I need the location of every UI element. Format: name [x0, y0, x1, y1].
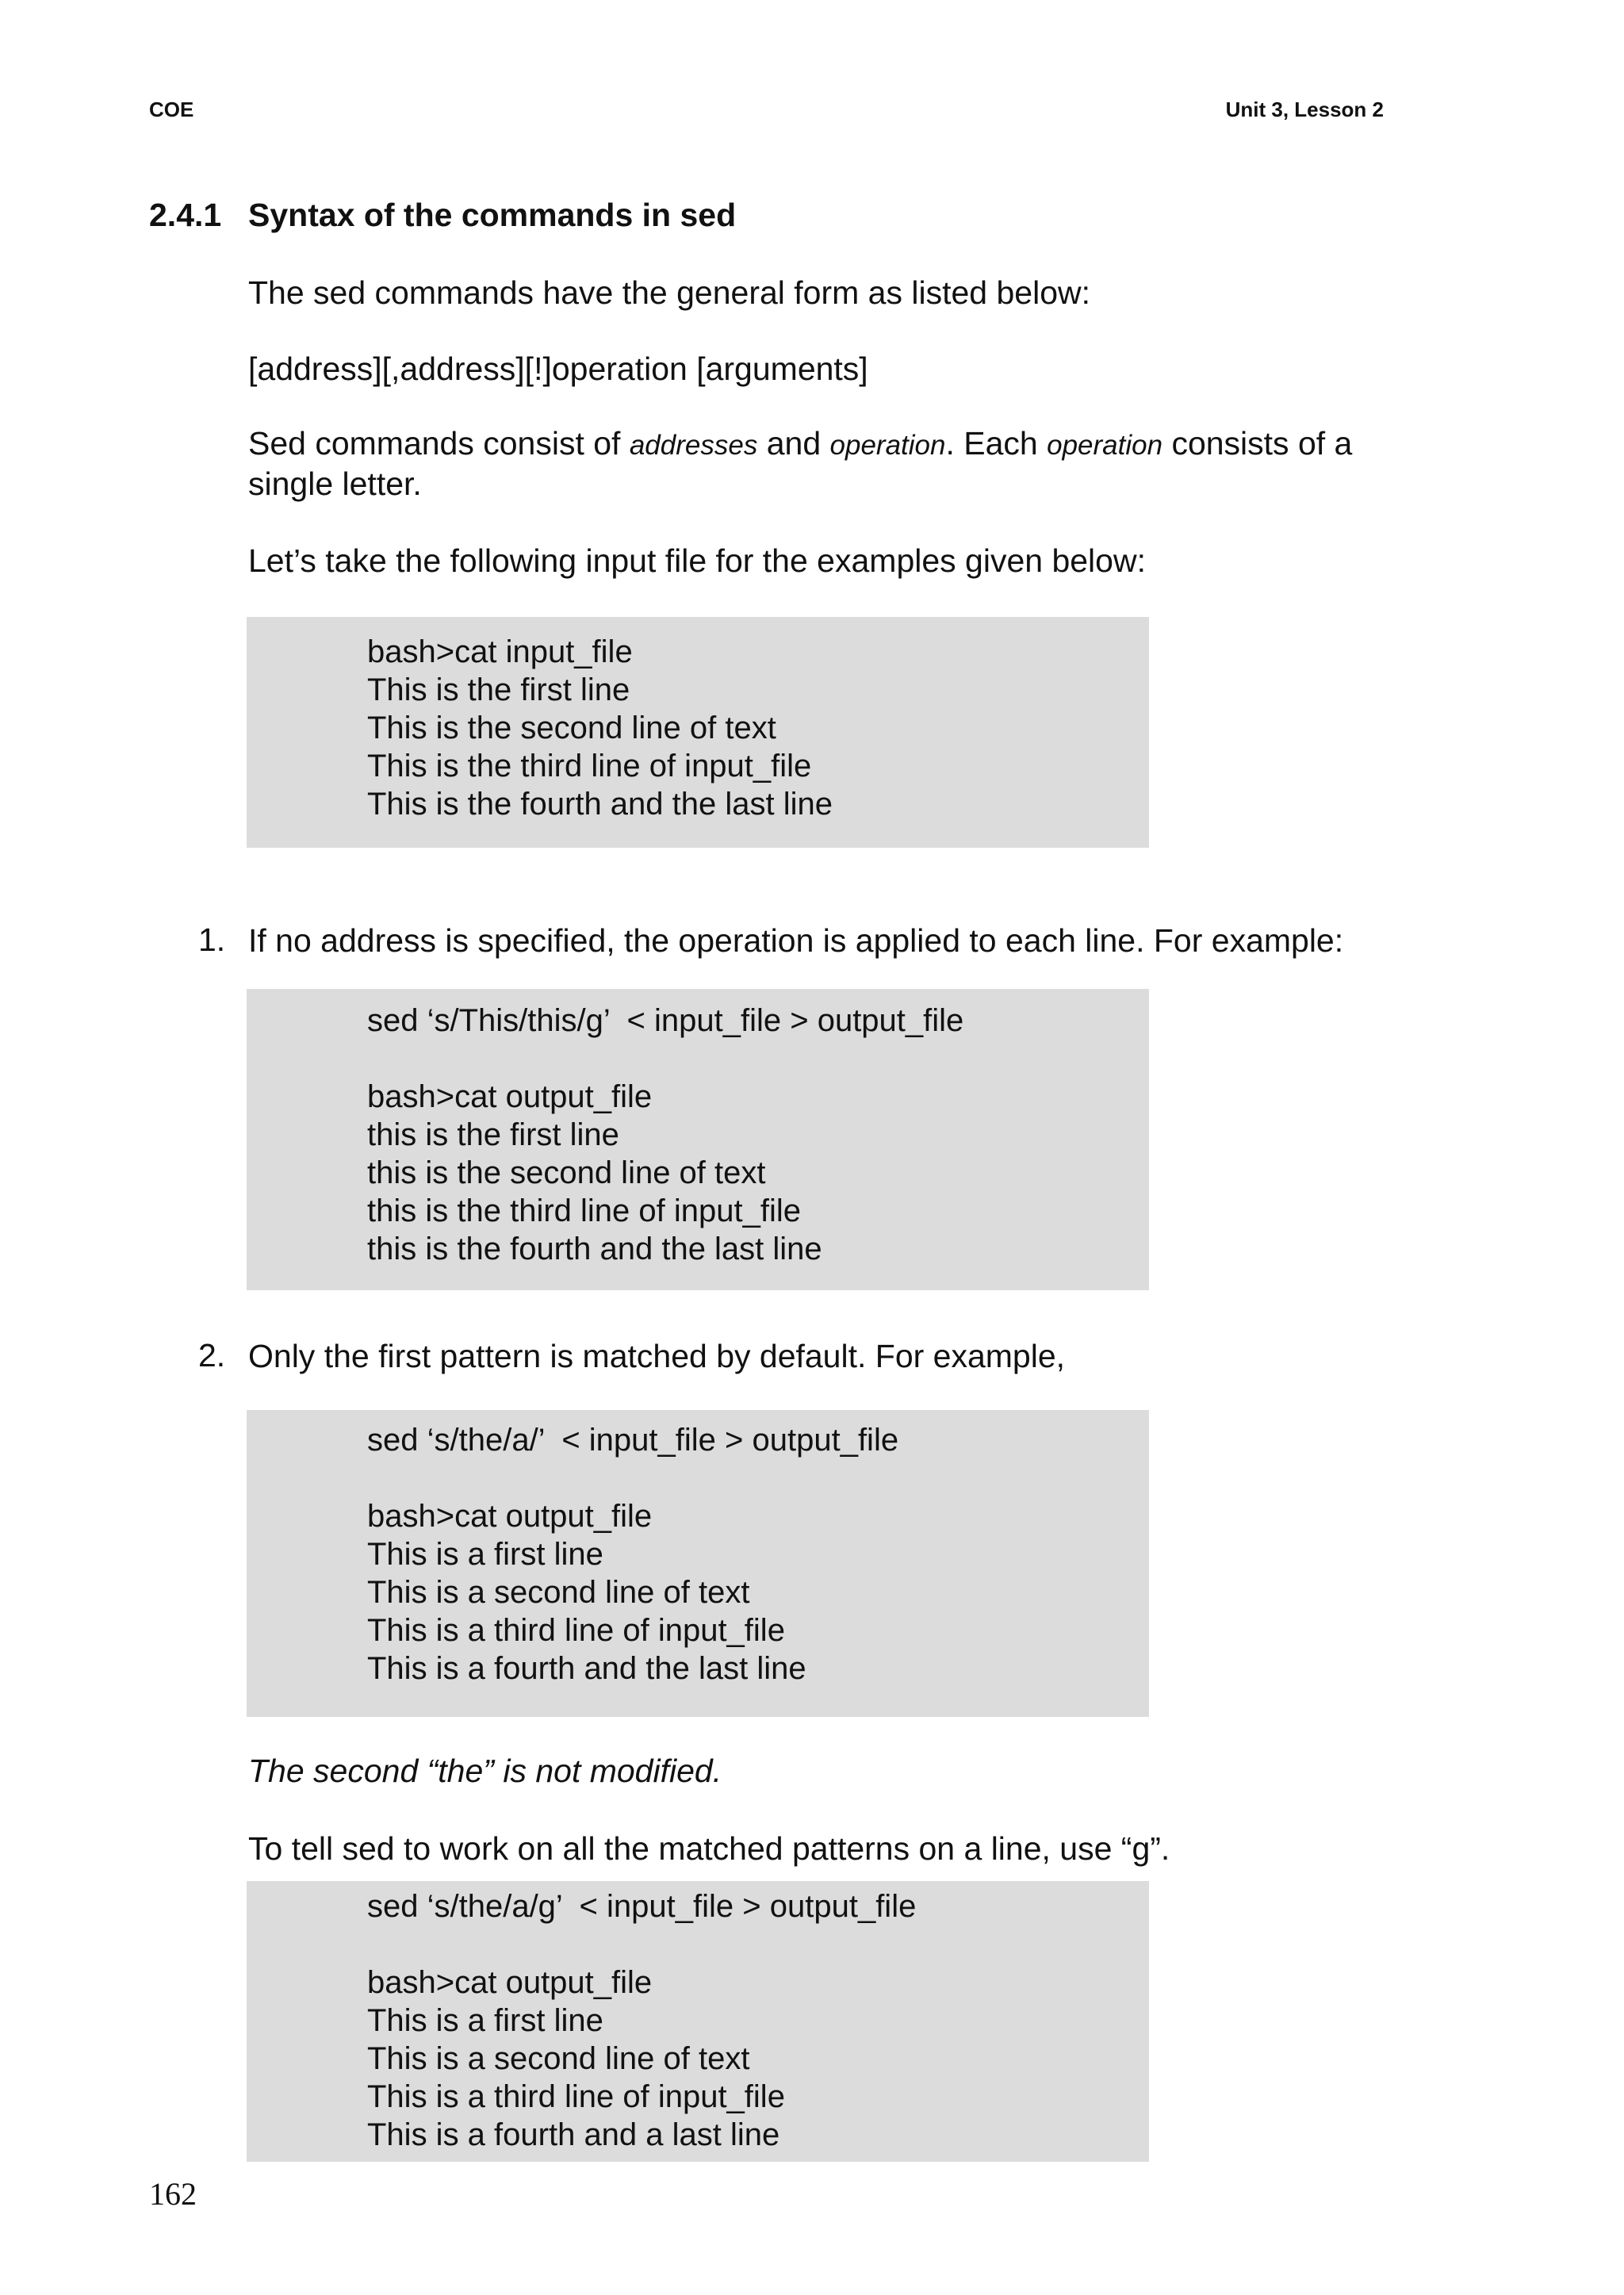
code-line: this is the third line of input_file — [367, 1193, 801, 1228]
global-intro-paragraph: To tell sed to work on all the matched patterns on a line, use “g”. — [248, 1830, 1170, 1867]
item-1-number: 1. — [198, 921, 226, 958]
item-1-text: If no address is specified, the operation is applied to each line. For example: — [248, 922, 1344, 959]
code-line: This is a first line — [367, 2003, 603, 2038]
code-line: bash>cat input_file — [367, 634, 633, 669]
desc-operation: operation — [829, 430, 946, 461]
code-command: sed ‘s/the/a/’ < input_file > output_file — [367, 1423, 899, 1458]
code-line: bash>cat output_file — [367, 1079, 653, 1114]
code-line: This is a fourth and the last line — [367, 1651, 806, 1686]
item-2-text: Only the first pattern is matched by default. For example, — [248, 1338, 1066, 1374]
code-line: this is the second line of text — [367, 1155, 766, 1190]
item-2-number: 2. — [198, 1337, 226, 1374]
code-line: This is a fourth and a last line — [367, 2117, 780, 2152]
code-line: This is the fourth and the last line — [367, 787, 833, 822]
code-line: This is a second line of text — [367, 1575, 750, 1610]
desc-text-3: . Each — [945, 425, 1048, 462]
code-line: This is a third line of input_file — [367, 2079, 785, 2114]
code-box-3 — [247, 1881, 1149, 2162]
code-line: bash>cat output_file — [367, 1499, 653, 1534]
section-number: 2.4.1 — [149, 197, 222, 233]
page-number: 162 — [149, 2176, 197, 2212]
description-paragraph — [248, 424, 1374, 503]
code-line: This is the second line of text — [367, 711, 776, 745]
section-title: Syntax of the commands in sed — [248, 197, 737, 233]
code-line: This is a second line of text — [367, 2041, 750, 2076]
desc-addresses: addresses — [629, 430, 758, 461]
code-line: This is the third line of input_file — [367, 749, 812, 784]
code-command: sed ‘s/the/a/g’ < input_file > output_file — [367, 1889, 917, 1924]
code-line: This is the first line — [367, 672, 630, 707]
code-box-input — [247, 617, 1149, 848]
code-line: this is the first line — [367, 1117, 619, 1152]
input-intro-paragraph: Let’s take the following input file for the examples given below: — [248, 542, 1146, 579]
code-line: this is the fourth and the last line — [367, 1232, 822, 1266]
desc-text-1: Sed commands consist of — [248, 425, 630, 462]
note-italic: The second “the” is not modified. — [248, 1753, 722, 1789]
header-right: Unit 3, Lesson 2 — [1225, 98, 1384, 121]
desc-operation-2: operation — [1047, 430, 1163, 461]
desc-text-2: and — [757, 425, 830, 462]
code-line: This is a third line of input_file — [367, 1613, 785, 1648]
code-box-2 — [247, 1410, 1149, 1717]
code-box-1 — [247, 989, 1149, 1290]
desc-text-4: consists of a single letter. — [248, 425, 1353, 502]
header-left: COE — [149, 98, 194, 121]
code-command: sed ‘s/This/this/g’ < input_file > output_file — [367, 1003, 964, 1038]
general-form-paragraph: The sed commands have the general form as listed below: — [248, 274, 1090, 311]
code-line: bash>cat output_file — [367, 1965, 653, 2000]
syntax-line: [address][,address][!]operation [arguments] — [248, 351, 868, 387]
code-line: This is a first line — [367, 1537, 603, 1572]
